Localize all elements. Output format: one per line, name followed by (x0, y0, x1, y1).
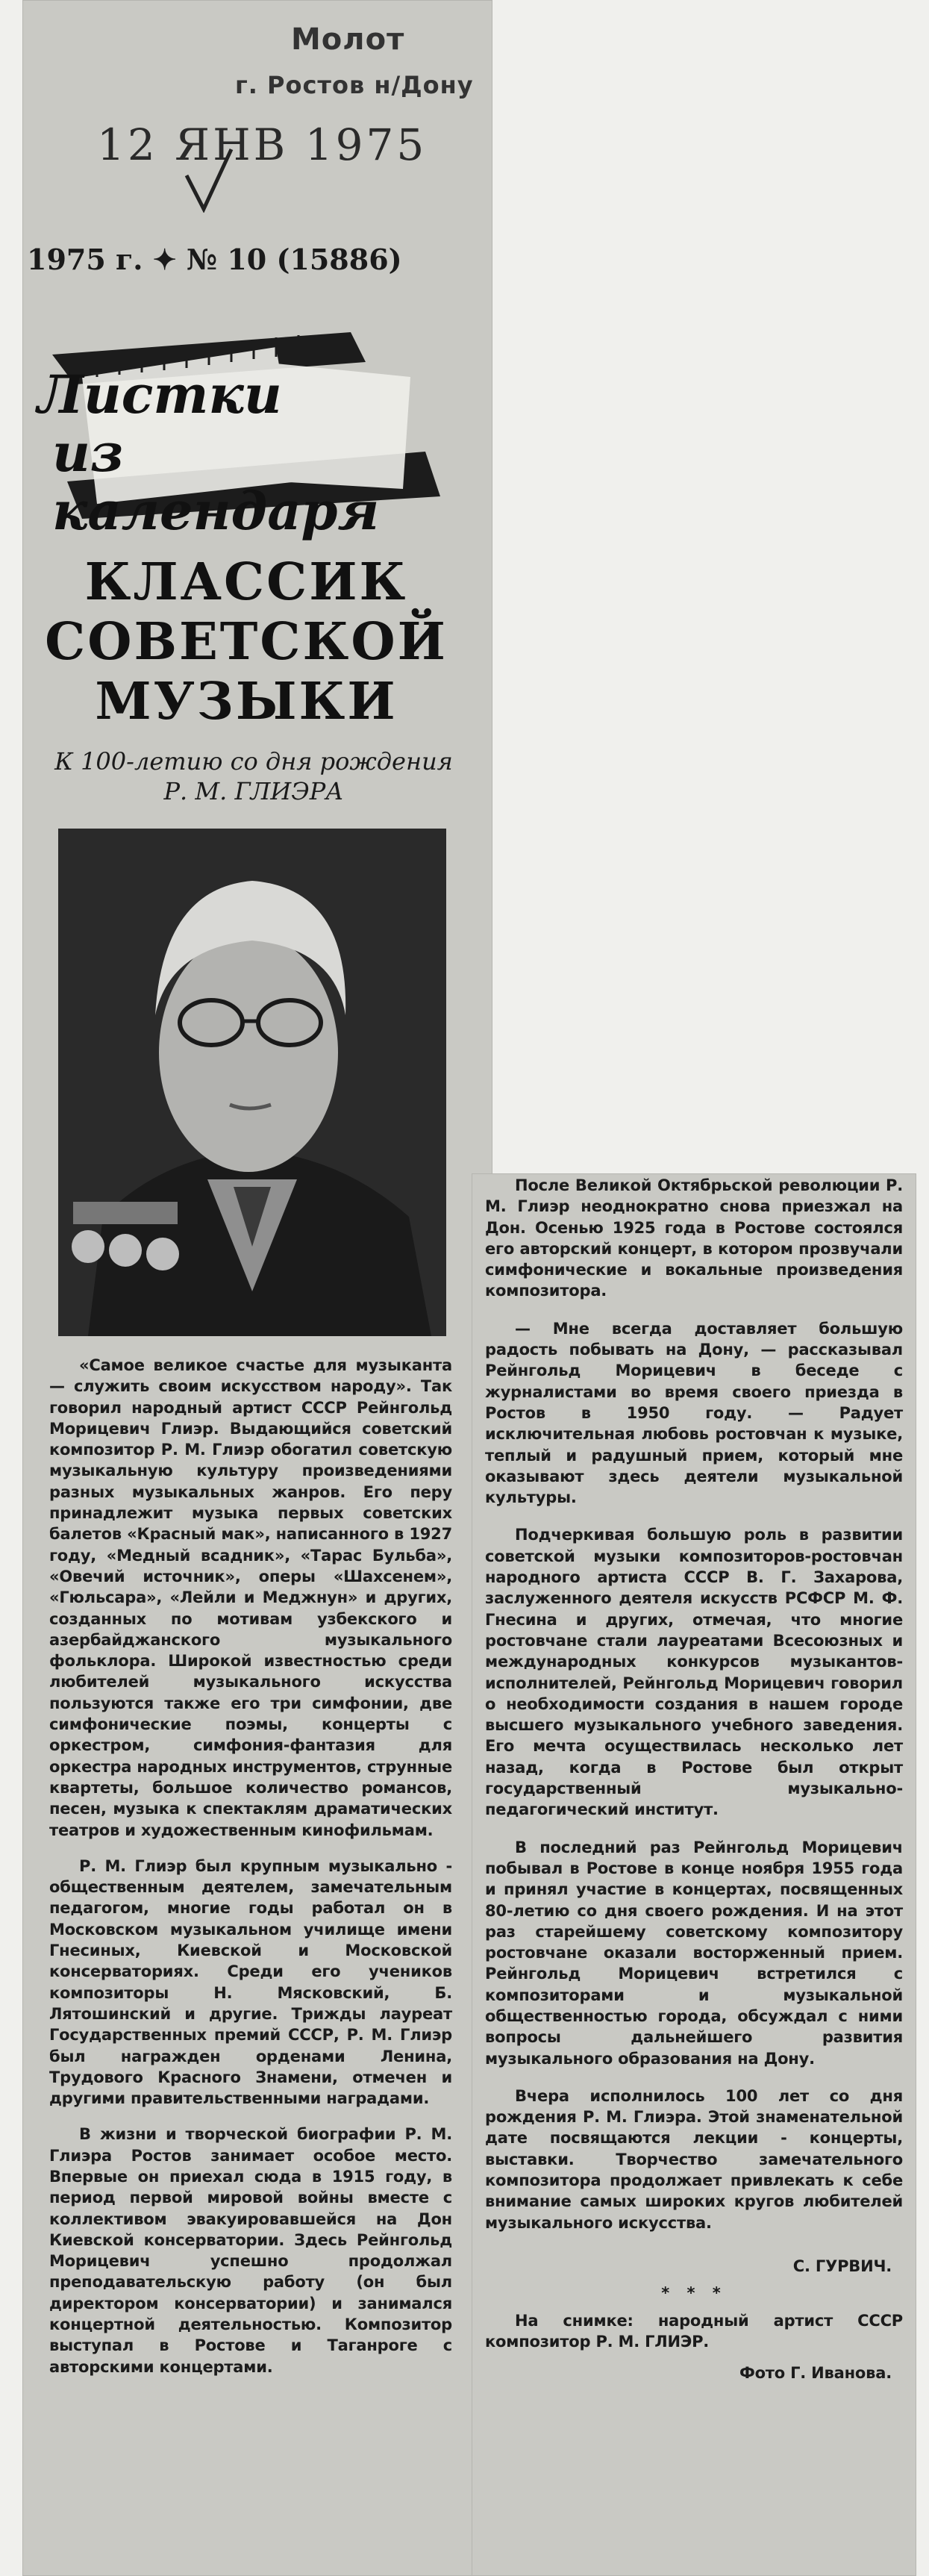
photo-caption: На снимке: народный артист СССР композитор Р. М. ГЛИЭР. (485, 2311, 903, 2351)
title-line-2: СОВЕТСКОЙ (45, 612, 448, 672)
paragraph: Р. М. Глиэр был крупным музыкально - общественным деятелем, замечательным педагогом, многие годы работал он в Московском музыкальном училище имени Гнесиных, Киевской и Московской консерваториях. Среди его учеников композиторы Н. Мясковский, Б. Лятошинский и другие. Трижды лауреат Государственных премий СССР, Р. М. Глиэр был награжден орденами Ленина, Трудового Красного Знамени, отмечен и другими правительственными наградами. (49, 1856, 452, 2108)
checkmark-icon (183, 146, 235, 213)
issue-number: 1975 г. ✦ № 10 (15886) (27, 243, 402, 276)
article-column-left (49, 1355, 452, 2377)
paragraph: Вчера исполнилось 100 лет со дня рождения Р. М. Глиэра. Этой знаменательной дате посвящаются лекции - концерты, выставки. Творчество замечательного композитора продолжает привлекать к себе внимание самых широких кругов любителей музыкального искусства. (485, 2086, 903, 2232)
newspaper-city: г. Ростов н/Дону (235, 71, 474, 99)
paragraph: После Великой Октябрьской революции Р. М. Глиэр неоднократно снова приезжал на Дон. Осенью 1925 года в Ростове состоялся его авторский концерт, в котором прозвучали симфонические и вокальные произведения композитора. (485, 1176, 903, 1300)
title-line-3: МУЗЫКИ (95, 672, 398, 732)
paragraph: В жизни и творческой биографии Р. М. Глиэра Ростов занимает особое место. Впервые он приехал сюда в 1915 году, в период первой мировой войны вместе с коллективом эвакуировавшейся на Дон Киевской консерватории. Здесь Рейнгольд Морицевич успешно продолжал преподавательскую работу (он был директором консерватории) и занимался концертной деятельностью. Композитор выступал в Ростове и Таганроге с авторскими концертами. (49, 2125, 452, 2376)
portrait-photo (58, 829, 446, 1336)
paragraph: — Мне всегда доставляет большую радость побывать на Дону, — рассказывал Рейнгольд Морицевич в беседе с журналистами во время своего приезда в Ростов в 1950 году. — Радует исключительная любовь ростовчан к музыке, теплый и радушный прием, который мне оказывают здесь деятели музыкальной культуры. (485, 1319, 903, 1507)
paragraph: В последний раз Рейнгольд Морицевич побывал в Ростове в конце ноября 1955 года и принял участие в концертах, посвященных 80-летию со дня своего рождения. И на этот раз старейшему советскому композитору ростовчане оказали восторженный прием. Рейнгольд Морицевич встретился с композиторами и музыкальной общественностью города, обсуждал с ними вопросы дальнейшего развития музыкального образования на Дону. (485, 1838, 903, 2068)
separator-stars: * * * (661, 2284, 727, 2303)
paragraph: «Самое великое счастье для музыканта — служить своим искусством народу». Так говорил народный артист СССР Рейнгольд Морицевич Глиэр. Выдающийся советский композитор Р. М. Глиэр обогатил советскую музыкальную культуру произведениями разных музыкальных жанров. Его перу принадлежит музыка первых советских балетов «Красный мак», написанного в 1927 году, «Медный всадник», «Тарас Бульба», «Овечий источник», оперы «Шахсенем», «Гюльсара», «Лейли и Меджнун» и других, созданных по мотивам узбекского и азербайджанского музыкального фольклора. Широкой известностью среди любителей музыкального искусства пользуются также его три симфонии, две симфонические поэмы, концерты с оркестром, симфония-фантазия для оркестра народных инструментов, струнные квартеты, большое количество романсов, песен, музыка к спектаклям драматических театров и художественным кинофильмам. (49, 1356, 452, 1839)
rubric-line-1: Листки (37, 364, 282, 425)
photo-credit: Фото Г. Иванова. (739, 2364, 892, 2383)
subtitle-line-2: Р. М. ГЛИЭРА (163, 777, 344, 805)
newspaper-name: Молот (291, 22, 405, 57)
author-signature: С. ГУРВИЧ. (792, 2257, 892, 2275)
paragraph: Подчеркивая большую роль в развитии советской музыки композиторов-ростовчан народного артиста СССР В. Г. Захарова, заслуженного деятеля искусств РСФСР М. Ф. Гнесина и других, отмечая, что многие ростовчане стали лауреатами Всесоюзных и международных конкурсов музыкантов-исполнителей, Рейнгольд Морицевич говорил о необходимости создания в нашем городе высшего музыкального учебного заведения. Его мечта осуществилась несколько лет назад, когда в Ростове был открыт государственный музыкально-педагогический институт. (485, 1526, 903, 1819)
article-title (22, 552, 470, 732)
title-line-1: КЛАССИК (84, 552, 408, 612)
article-subtitle (30, 746, 478, 806)
rubric-line-2: из календаря (52, 422, 380, 542)
article-column-right (485, 1175, 903, 2383)
subtitle-line-1: К 100-летию со дня рождения (54, 747, 453, 776)
rubric-title (37, 366, 425, 540)
date-stamp: 12 ЯНВ 1975 (97, 119, 428, 170)
